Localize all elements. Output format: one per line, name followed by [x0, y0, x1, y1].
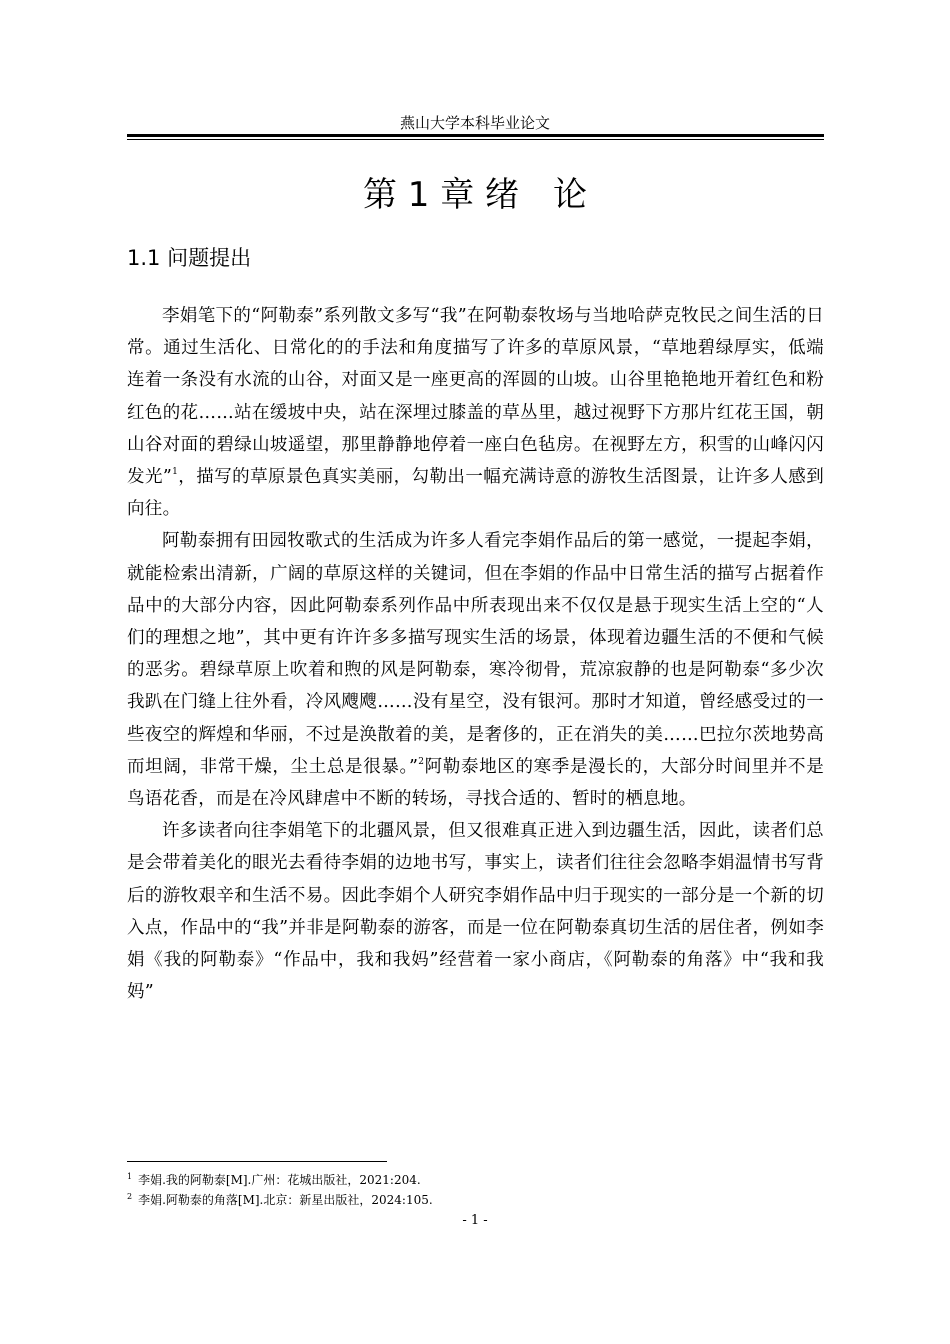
page-number: - 1 - [462, 1213, 488, 1228]
section-title: 1.1 问题提出 [127, 246, 252, 270]
paragraph-2-text: 阿勒泰拥有田园牧歌式的生活成为许多人看完李娟作品后的第一感觉，一提起李娟，就能检索出清新，广阔的草原这样的关键词，但在李娟的作品中日常生活的描写占据着作品中的大部分内容，因此阿勒泰系列作品中所表现出来不仅仅是悬于现实生活上空的“人们的理想之地”，其中更有许许多多描写现实生活的场景，体现着边疆生活的不便和气候的恶劣。碧绿草原上吹着和煦的风是阿勒泰，寒冷彻骨，荒凉寂静的也是阿勒泰“多少次我趴在门缝上往外看，冷风飕飕……没有星空，没有银河。那时才知道，曾经感受过的一些夜空的辉煌和华丽，不过是涣散着的美，是奢侈的，正在消失的美……巴拉尔茨地势高而坦阔，非常干燥，尘土总是很暴。” [127, 531, 824, 777]
paragraph-1-text: 李娟笔下的“阿勒泰”系列散文多写“我”在阿勒泰牧场与当地哈萨克牧民之间生活的日常。通过生活化、日常化的的手法和角度描写了许多的草原风景，“草地碧绿厚实，低端连着一条没有水流的山谷，对面又是一座更高的浑圆的山坡。山谷里艳艳地开着红色和粉红色的花……站在缓坡中央，站在深埋过膝盖的草丛里，越过视野下方那片红花王国，朝山谷对面的碧绿山坡遥望，那里静静地停着一座白色毡房。在视野左方，积雪的山峰闪闪发光” [127, 306, 824, 488]
chapter-title: 第 1 章 绪 论 [362, 175, 588, 215]
footnote-ref-2[interactable]: 2 [418, 756, 425, 767]
header-rule-thin [127, 139, 824, 140]
footnote-mark: 1 [127, 1172, 133, 1181]
paragraph-3: 许多读者向往李娟笔下的北疆风景，但又很难真正进入到边疆生活，因此，读者们总是会带着美化的眼光去看待李娟的边地书写，事实上，读者们往往会忽略李娟温情书写背后的游牧艰辛和生活不易。因此李娟个人研究李娟作品中归于现实的一部分是一个新的切入点，作品中的“我”并非是阿勒泰的游客，而是一位在阿勒泰真切生活的居住者，例如李娟《我的阿勒泰》“作品中，我和我妈”经营着一家小商店，《阿勒泰的角落》中“我和我妈” [127, 821, 824, 1003]
footnote-separator [127, 1161, 387, 1162]
footnotes [127, 1170, 824, 1210]
running-header: 燕山大学本科毕业论文 [399, 114, 550, 132]
paragraph-2 [127, 525, 824, 815]
header-rule-thick [127, 134, 824, 137]
paragraph-2-text-cont: 阿勒泰地区的寒季是漫长的，大部分时间里并不是鸟语花香，而是在冷风肆虐中不断的转场，寻找合适的、暂时的栖息地。 [127, 756, 824, 810]
footnote-mark: 2 [127, 1192, 133, 1201]
footnote-text: 李娟.阿勒泰的角落[M].北京：新星出版社，2024:105. [138, 1193, 433, 1207]
body-text [127, 300, 824, 1008]
footnote-ref-1[interactable]: 1 [172, 467, 179, 478]
footnote-text: 李娟.我的阿勒泰[M].广州：花城出版社，2021:204. [138, 1173, 421, 1187]
footnote-2 [127, 1190, 824, 1210]
paragraph-1 [127, 300, 824, 525]
footnote-1 [127, 1170, 824, 1190]
paragraph-1-text-cont: ，描写的草原景色真实美丽，勾勒出一幅充满诗意的游牧生活图景，让许多人感到向往。 [127, 467, 825, 520]
